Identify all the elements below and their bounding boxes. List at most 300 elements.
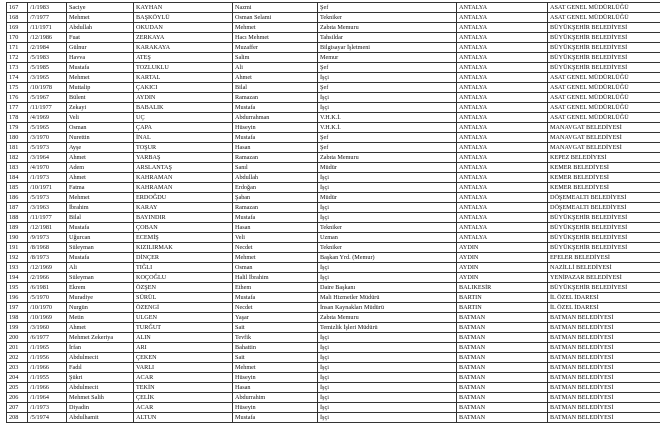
cell-first-name: Fadıl: [67, 363, 134, 373]
cell-last-name: ARSLANTAŞ: [134, 163, 233, 173]
cell-first-name: Ayşe: [67, 143, 134, 153]
cell-row-number: 208: [7, 413, 28, 423]
table-row: [7, 163, 660, 173]
cell-father-name: Abdullah: [233, 173, 318, 183]
cell-father-name: Tevfik: [233, 333, 318, 343]
cell-institution: BÜYÜKŞEHİR BELEDİYESİ: [548, 233, 660, 243]
cell-institution: KEPEZ BELEDİYESİ: [548, 153, 660, 163]
cell-job-title: Şef: [318, 133, 457, 143]
cell-job-title: İşçi: [318, 333, 457, 343]
cell-institution: BATMAN BELEDİYESİ: [548, 343, 660, 353]
cell-row-number: 169: [7, 23, 28, 33]
cell-father-name: Mustafa: [233, 213, 318, 223]
table-row: [7, 303, 660, 313]
table-row: [7, 193, 660, 203]
cell-job-title: İşçi: [318, 103, 457, 113]
cell-birth-date: /10/1978: [28, 83, 67, 93]
cell-birth-date: /3/1963: [28, 203, 67, 213]
table-row: [7, 333, 660, 343]
cell-row-number: 167: [7, 3, 28, 13]
cell-last-name: ALTUN: [134, 413, 233, 423]
cell-father-name: Bilal: [233, 83, 318, 93]
cell-province: ANTALYA: [457, 53, 548, 63]
cell-job-title: İşçi: [318, 263, 457, 273]
cell-province: ANTALYA: [457, 83, 548, 93]
cell-father-name: Mustafa: [233, 293, 318, 303]
cell-row-number: 205: [7, 383, 28, 393]
cell-birth-date: /5/1970: [28, 293, 67, 303]
cell-father-name: Hüseyin: [233, 373, 318, 383]
cell-father-name: Şaban: [233, 193, 318, 203]
cell-last-name: TEKİN: [134, 383, 233, 393]
cell-birth-date: /6/1977: [28, 333, 67, 343]
cell-first-name: İrfan: [67, 343, 134, 353]
cell-birth-date: /5/1983: [28, 53, 67, 63]
cell-province: ANTALYA: [457, 43, 548, 53]
cell-father-name: Mehmet: [233, 363, 318, 373]
cell-province: ANTALYA: [457, 223, 548, 233]
cell-last-name: OKUDAN: [134, 23, 233, 33]
cell-first-name: Ahmet: [67, 153, 134, 163]
cell-job-title: Mali Hizmetler Müdürü: [318, 293, 457, 303]
cell-province: BATMAN: [457, 383, 548, 393]
cell-first-name: Metin: [67, 313, 134, 323]
cell-birth-date: /11/1977: [28, 103, 67, 113]
cell-row-number: 189: [7, 223, 28, 233]
cell-last-name: ÖZENGİ: [134, 303, 233, 313]
cell-father-name: Halil İbrahim: [233, 273, 318, 283]
cell-first-name: Abdulhamit: [67, 413, 134, 423]
cell-father-name: Mehmet: [233, 23, 318, 33]
table-row: [7, 153, 660, 163]
cell-father-name: Hasan: [233, 143, 318, 153]
cell-province: ANTALYA: [457, 193, 548, 203]
cell-first-name: Abdulmecit: [67, 383, 134, 393]
cell-last-name: ERDOĞDU: [134, 193, 233, 203]
table-row: [7, 353, 660, 363]
cell-row-number: 198: [7, 313, 28, 323]
cell-job-title: Müdür: [318, 163, 457, 173]
cell-father-name: Ahmet: [233, 73, 318, 83]
table-row: [7, 313, 660, 323]
cell-last-name: KIZILIRMAK: [134, 243, 233, 253]
cell-institution: ASAT GENEL MÜDÜRLÜĞÜ: [548, 83, 660, 93]
cell-row-number: 181: [7, 143, 28, 153]
cell-institution: YENİPAZAR BELEDİYESİ: [548, 273, 660, 283]
cell-birth-date: /7/1977: [28, 13, 67, 23]
cell-birth-date: /1/1973: [28, 173, 67, 183]
cell-father-name: Mustafa: [233, 413, 318, 423]
cell-birth-date: /8/1968: [28, 243, 67, 253]
cell-first-name: Veli: [67, 113, 134, 123]
cell-birth-date: /5/1974: [28, 413, 67, 423]
cell-last-name: BABALIK: [134, 103, 233, 113]
table-row: [7, 93, 660, 103]
cell-birth-date: /8/1973: [28, 253, 67, 263]
cell-last-name: KOÇOĞLU: [134, 273, 233, 283]
cell-father-name: Hüseyin: [233, 403, 318, 413]
cell-last-name: DİNÇER: [134, 253, 233, 263]
cell-last-name: ÖZŞEN: [134, 283, 233, 293]
table-row: [7, 23, 660, 33]
cell-province: ANTALYA: [457, 73, 548, 83]
cell-row-number: 188: [7, 213, 28, 223]
cell-job-title: İşçi: [318, 413, 457, 423]
cell-father-name: Ramazan: [233, 93, 318, 103]
cell-last-name: ALIN: [134, 333, 233, 343]
cell-first-name: Mehmet: [67, 73, 134, 83]
cell-first-name: Süleyman: [67, 273, 134, 283]
cell-first-name: Mustafa: [67, 253, 134, 263]
cell-job-title: İşçi: [318, 393, 457, 403]
cell-institution: BATMAN BELEDİYESİ: [548, 363, 660, 373]
cell-job-title: İşçi: [318, 203, 457, 213]
cell-first-name: Bilal: [67, 213, 134, 223]
cell-last-name: ATEŞ: [134, 53, 233, 63]
cell-institution: BÜYÜKŞEHİR BELEDİYESİ: [548, 243, 660, 253]
cell-row-number: 178: [7, 113, 28, 123]
cell-job-title: İşçi: [318, 173, 457, 183]
cell-birth-date: /6/1981: [28, 283, 67, 293]
cell-job-title: Şef: [318, 3, 457, 13]
cell-job-title: İşçi: [318, 383, 457, 393]
table-row: [7, 293, 660, 303]
cell-province: ANTALYA: [457, 153, 548, 163]
cell-father-name: Abdurrahman: [233, 113, 318, 123]
cell-job-title: Tekniker: [318, 243, 457, 253]
cell-row-number: 172: [7, 53, 28, 63]
cell-row-number: 171: [7, 43, 28, 53]
table-row: [7, 53, 660, 63]
cell-job-title: Şef: [318, 143, 457, 153]
table-row: [7, 103, 660, 113]
cell-province: BARTIN: [457, 293, 548, 303]
cell-first-name: Fatma: [67, 183, 134, 193]
cell-province: BATMAN: [457, 393, 548, 403]
cell-father-name: Necdet: [233, 243, 318, 253]
cell-father-name: Erdoğan: [233, 183, 318, 193]
cell-last-name: ARI: [134, 343, 233, 353]
cell-job-title: İşçi: [318, 183, 457, 193]
cell-first-name: Ekrem: [67, 283, 134, 293]
cell-first-name: Gülnur: [67, 43, 134, 53]
cell-institution: BÜYÜKŞEHİR BELEDİYESİ: [548, 43, 660, 53]
cell-institution: BÜYÜKŞEHİR BELEDİYESİ: [548, 23, 660, 33]
cell-last-name: AYDIN: [134, 93, 233, 103]
cell-first-name: Şükri: [67, 373, 134, 383]
cell-first-name: Mustafa: [67, 223, 134, 233]
table-row: [7, 343, 660, 353]
cell-province: AYDIN: [457, 243, 548, 253]
cell-last-name: KAHRAMAN: [134, 183, 233, 193]
cell-row-number: 199: [7, 323, 28, 333]
cell-institution: BÜYÜKŞEHİR BELEDİYESİ: [548, 53, 660, 63]
cell-institution: NAZİLLİ BELEDİYESİ: [548, 263, 660, 273]
cell-institution: KEMER BELEDİYESİ: [548, 173, 660, 183]
cell-row-number: 173: [7, 63, 28, 73]
cell-institution: İL ÖZEL İDARESİ: [548, 293, 660, 303]
cell-father-name: Sait: [233, 353, 318, 363]
table-row: [7, 13, 660, 23]
table-row: [7, 213, 660, 223]
cell-institution: ASAT GENEL MÜDÜRLÜĞÜ: [548, 13, 660, 23]
cell-institution: ASAT GENEL MÜDÜRLÜĞÜ: [548, 113, 660, 123]
cell-first-name: Ahmet: [67, 173, 134, 183]
table-row: [7, 183, 660, 193]
cell-father-name: Hacı Mehmet: [233, 33, 318, 43]
cell-row-number: 196: [7, 293, 28, 303]
cell-institution: BATMAN BELEDİYESİ: [548, 313, 660, 323]
cell-birth-date: /11/1971: [28, 23, 67, 33]
cell-row-number: 193: [7, 263, 28, 273]
cell-last-name: BAŞKÖYLÜ: [134, 13, 233, 23]
cell-province: ANTALYA: [457, 233, 548, 243]
cell-birth-date: /1/1965: [28, 343, 67, 353]
cell-birth-date: /5/1965: [28, 123, 67, 133]
cell-first-name: Ali: [67, 263, 134, 273]
cell-job-title: Bilgisayar İşletmeni: [318, 43, 457, 53]
cell-province: BATMAN: [457, 363, 548, 373]
cell-first-name: Havva: [67, 53, 134, 63]
personnel-table: [6, 2, 660, 423]
cell-institution: ASAT GENEL MÜDÜRLÜĞÜ: [548, 3, 660, 13]
cell-institution: BÜYÜKŞEHİR BELEDİYESİ: [548, 33, 660, 43]
cell-birth-date: /1/1983: [28, 3, 67, 13]
cell-last-name: KARTAL: [134, 73, 233, 83]
table-row: [7, 263, 660, 273]
cell-birth-date: /2/1966: [28, 273, 67, 283]
cell-birth-date: /5/1973: [28, 143, 67, 153]
cell-row-number: 186: [7, 193, 28, 203]
cell-last-name: SÜRÜL: [134, 293, 233, 303]
cell-province: BATMAN: [457, 403, 548, 413]
cell-job-title: Temizlik İşleri Müdürü: [318, 323, 457, 333]
cell-first-name: Ahmet: [67, 323, 134, 333]
cell-father-name: Veli: [233, 233, 318, 243]
cell-first-name: Zekayi: [67, 103, 134, 113]
cell-job-title: İşçi: [318, 273, 457, 283]
cell-job-title: İşçi: [318, 363, 457, 373]
cell-row-number: 184: [7, 173, 28, 183]
cell-birth-date: /1/1966: [28, 383, 67, 393]
table-row: [7, 373, 660, 383]
cell-province: ANTALYA: [457, 113, 548, 123]
cell-province: BARTIN: [457, 303, 548, 313]
table-row: [7, 33, 660, 43]
cell-first-name: Abdullah: [67, 23, 134, 33]
cell-province: ANTALYA: [457, 33, 548, 43]
cell-institution: MANAVGAT BELEDİYESİ: [548, 123, 660, 133]
cell-first-name: Mustafa: [67, 63, 134, 73]
cell-last-name: ÇAPA: [134, 123, 233, 133]
cell-institution: MANAVGAT BELEDİYESİ: [548, 133, 660, 143]
cell-birth-date: /4/1970: [28, 163, 67, 173]
cell-row-number: 182: [7, 153, 28, 163]
cell-row-number: 168: [7, 13, 28, 23]
cell-institution: ASAT GENEL MÜDÜRLÜĞÜ: [548, 103, 660, 113]
table-row: [7, 243, 660, 253]
cell-birth-date: /2/1984: [28, 43, 67, 53]
cell-father-name: Yaşar: [233, 313, 318, 323]
cell-province: ANTALYA: [457, 3, 548, 13]
table-row: [7, 283, 660, 293]
cell-row-number: 176: [7, 93, 28, 103]
cell-province: ANTALYA: [457, 133, 548, 143]
cell-job-title: İşçi: [318, 213, 457, 223]
table-row: [7, 223, 660, 233]
table-row: [7, 233, 660, 243]
cell-job-title: Şef: [318, 83, 457, 93]
cell-last-name: KAYHAN: [134, 3, 233, 13]
cell-father-name: Bahattin: [233, 343, 318, 353]
cell-province: BATMAN: [457, 353, 548, 363]
cell-province: ANTALYA: [457, 163, 548, 173]
cell-father-name: Mehmet: [233, 253, 318, 263]
cell-job-title: İşçi: [318, 373, 457, 383]
cell-birth-date: /1/1973: [28, 403, 67, 413]
cell-province: BATMAN: [457, 373, 548, 383]
cell-institution: BÜYÜKŞEHİR BELEDİYESİ: [548, 283, 660, 293]
cell-last-name: KARAKAYA: [134, 43, 233, 53]
cell-birth-date: /12/1986: [28, 33, 67, 43]
table-row: [7, 123, 660, 133]
cell-last-name: TOŞUR: [134, 143, 233, 153]
cell-institution: BATMAN BELEDİYESİ: [548, 353, 660, 363]
cell-province: ANTALYA: [457, 123, 548, 133]
cell-province: AYDIN: [457, 273, 548, 283]
cell-birth-date: /5/1985: [28, 63, 67, 73]
cell-first-name: Mehmet: [67, 13, 134, 23]
cell-last-name: ÇAKICI: [134, 83, 233, 93]
cell-last-name: ÇEKEN: [134, 353, 233, 363]
cell-row-number: 180: [7, 133, 28, 143]
cell-last-name: TOZLUKLU: [134, 63, 233, 73]
table-row: [7, 253, 660, 263]
cell-birth-date: /5/1973: [28, 193, 67, 203]
cell-province: ANTALYA: [457, 63, 548, 73]
cell-institution: BÜYÜKŞEHİR BELEDİYESİ: [548, 63, 660, 73]
table-row: [7, 73, 660, 83]
cell-row-number: 202: [7, 353, 28, 363]
cell-birth-date: /4/1969: [28, 113, 67, 123]
cell-first-name: Muttalip: [67, 83, 134, 93]
cell-row-number: 204: [7, 373, 28, 383]
cell-row-number: 200: [7, 333, 28, 343]
cell-institution: BATMAN BELEDİYESİ: [548, 383, 660, 393]
table-row: [7, 393, 660, 403]
cell-row-number: 195: [7, 283, 28, 293]
cell-last-name: UÇ: [134, 113, 233, 123]
cell-province: ANTALYA: [457, 173, 548, 183]
cell-birth-date: /11/1977: [28, 213, 67, 223]
cell-province: BATMAN: [457, 333, 548, 343]
table-row: [7, 133, 660, 143]
cell-institution: DÖŞEMEALTI BELEDİYESİ: [548, 193, 660, 203]
cell-row-number: 174: [7, 73, 28, 83]
cell-row-number: 187: [7, 203, 28, 213]
cell-father-name: Salim: [233, 53, 318, 63]
table-row: [7, 323, 660, 333]
cell-birth-date: /1/1966: [28, 363, 67, 373]
cell-institution: BATMAN BELEDİYESİ: [548, 373, 660, 383]
cell-row-number: 194: [7, 273, 28, 283]
cell-birth-date: /12/1981: [28, 223, 67, 233]
cell-last-name: YARBAŞ: [134, 153, 233, 163]
cell-job-title: Uzman: [318, 233, 457, 243]
cell-province: BATMAN: [457, 313, 548, 323]
table-row: [7, 363, 660, 373]
cell-job-title: Şef: [318, 63, 457, 73]
cell-row-number: 183: [7, 163, 28, 173]
cell-birth-date: /3/1970: [28, 133, 67, 143]
cell-last-name: VARLI: [134, 363, 233, 373]
cell-father-name: Muzaffer: [233, 43, 318, 53]
cell-first-name: Adem: [67, 163, 134, 173]
cell-job-title: İşçi: [318, 403, 457, 413]
cell-row-number: 207: [7, 403, 28, 413]
cell-birth-date: /1/1955: [28, 373, 67, 383]
cell-birth-date: /3/1960: [28, 323, 67, 333]
cell-job-title: İşçi: [318, 353, 457, 363]
cell-province: ANTALYA: [457, 213, 548, 223]
cell-first-name: Fuat: [67, 33, 134, 43]
cell-first-name: Süleyman: [67, 243, 134, 253]
table-row: [7, 43, 660, 53]
cell-row-number: 179: [7, 123, 28, 133]
cell-father-name: Sait: [233, 323, 318, 333]
cell-birth-date: /10/1971: [28, 183, 67, 193]
cell-institution: KEMER BELEDİYESİ: [548, 183, 660, 193]
cell-first-name: Nurettin: [67, 133, 134, 143]
cell-row-number: 170: [7, 33, 28, 43]
cell-province: AYDIN: [457, 263, 548, 273]
cell-birth-date: /1/1964: [28, 393, 67, 403]
table-row: [7, 203, 660, 213]
cell-father-name: Osman: [233, 263, 318, 273]
cell-province: ANTALYA: [457, 203, 548, 213]
cell-province: ANTALYA: [457, 103, 548, 113]
cell-province: ANTALYA: [457, 93, 548, 103]
cell-birth-date: /1/1956: [28, 353, 67, 363]
cell-row-number: 177: [7, 103, 28, 113]
cell-last-name: ACAR: [134, 373, 233, 383]
cell-institution: BATMAN BELEDİYESİ: [548, 333, 660, 343]
cell-last-name: ÇOBAN: [134, 223, 233, 233]
cell-job-title: V.H.K.İ.: [318, 113, 457, 123]
cell-father-name: Abdurrahim: [233, 393, 318, 403]
cell-last-name: BAYINDIR: [134, 213, 233, 223]
cell-institution: ASAT GENEL MÜDÜRLÜĞÜ: [548, 93, 660, 103]
table-row: [7, 273, 660, 283]
cell-institution: MANAVGAT BELEDİYESİ: [548, 143, 660, 153]
table-row: [7, 63, 660, 73]
cell-father-name: Ramazan: [233, 203, 318, 213]
cell-institution: KEMER BELEDİYESİ: [548, 163, 660, 173]
cell-birth-date: /5/1967: [28, 93, 67, 103]
cell-first-name: Mehmet: [67, 193, 134, 203]
cell-last-name: ECEMİŞ: [134, 233, 233, 243]
cell-birth-date: /10/1970: [28, 303, 67, 313]
cell-institution: ASAT GENEL MÜDÜRLÜĞÜ: [548, 73, 660, 83]
cell-last-name: KAHRAMAN: [134, 173, 233, 183]
cell-father-name: Mustafa: [233, 133, 318, 143]
cell-last-name: KARAY: [134, 203, 233, 213]
cell-job-title: İşçi: [318, 343, 457, 353]
cell-last-name: ZERKAYA: [134, 33, 233, 43]
cell-first-name: Mehmet Salih: [67, 393, 134, 403]
cell-birth-date: /9/1973: [28, 233, 67, 243]
cell-province: BATMAN: [457, 323, 548, 333]
